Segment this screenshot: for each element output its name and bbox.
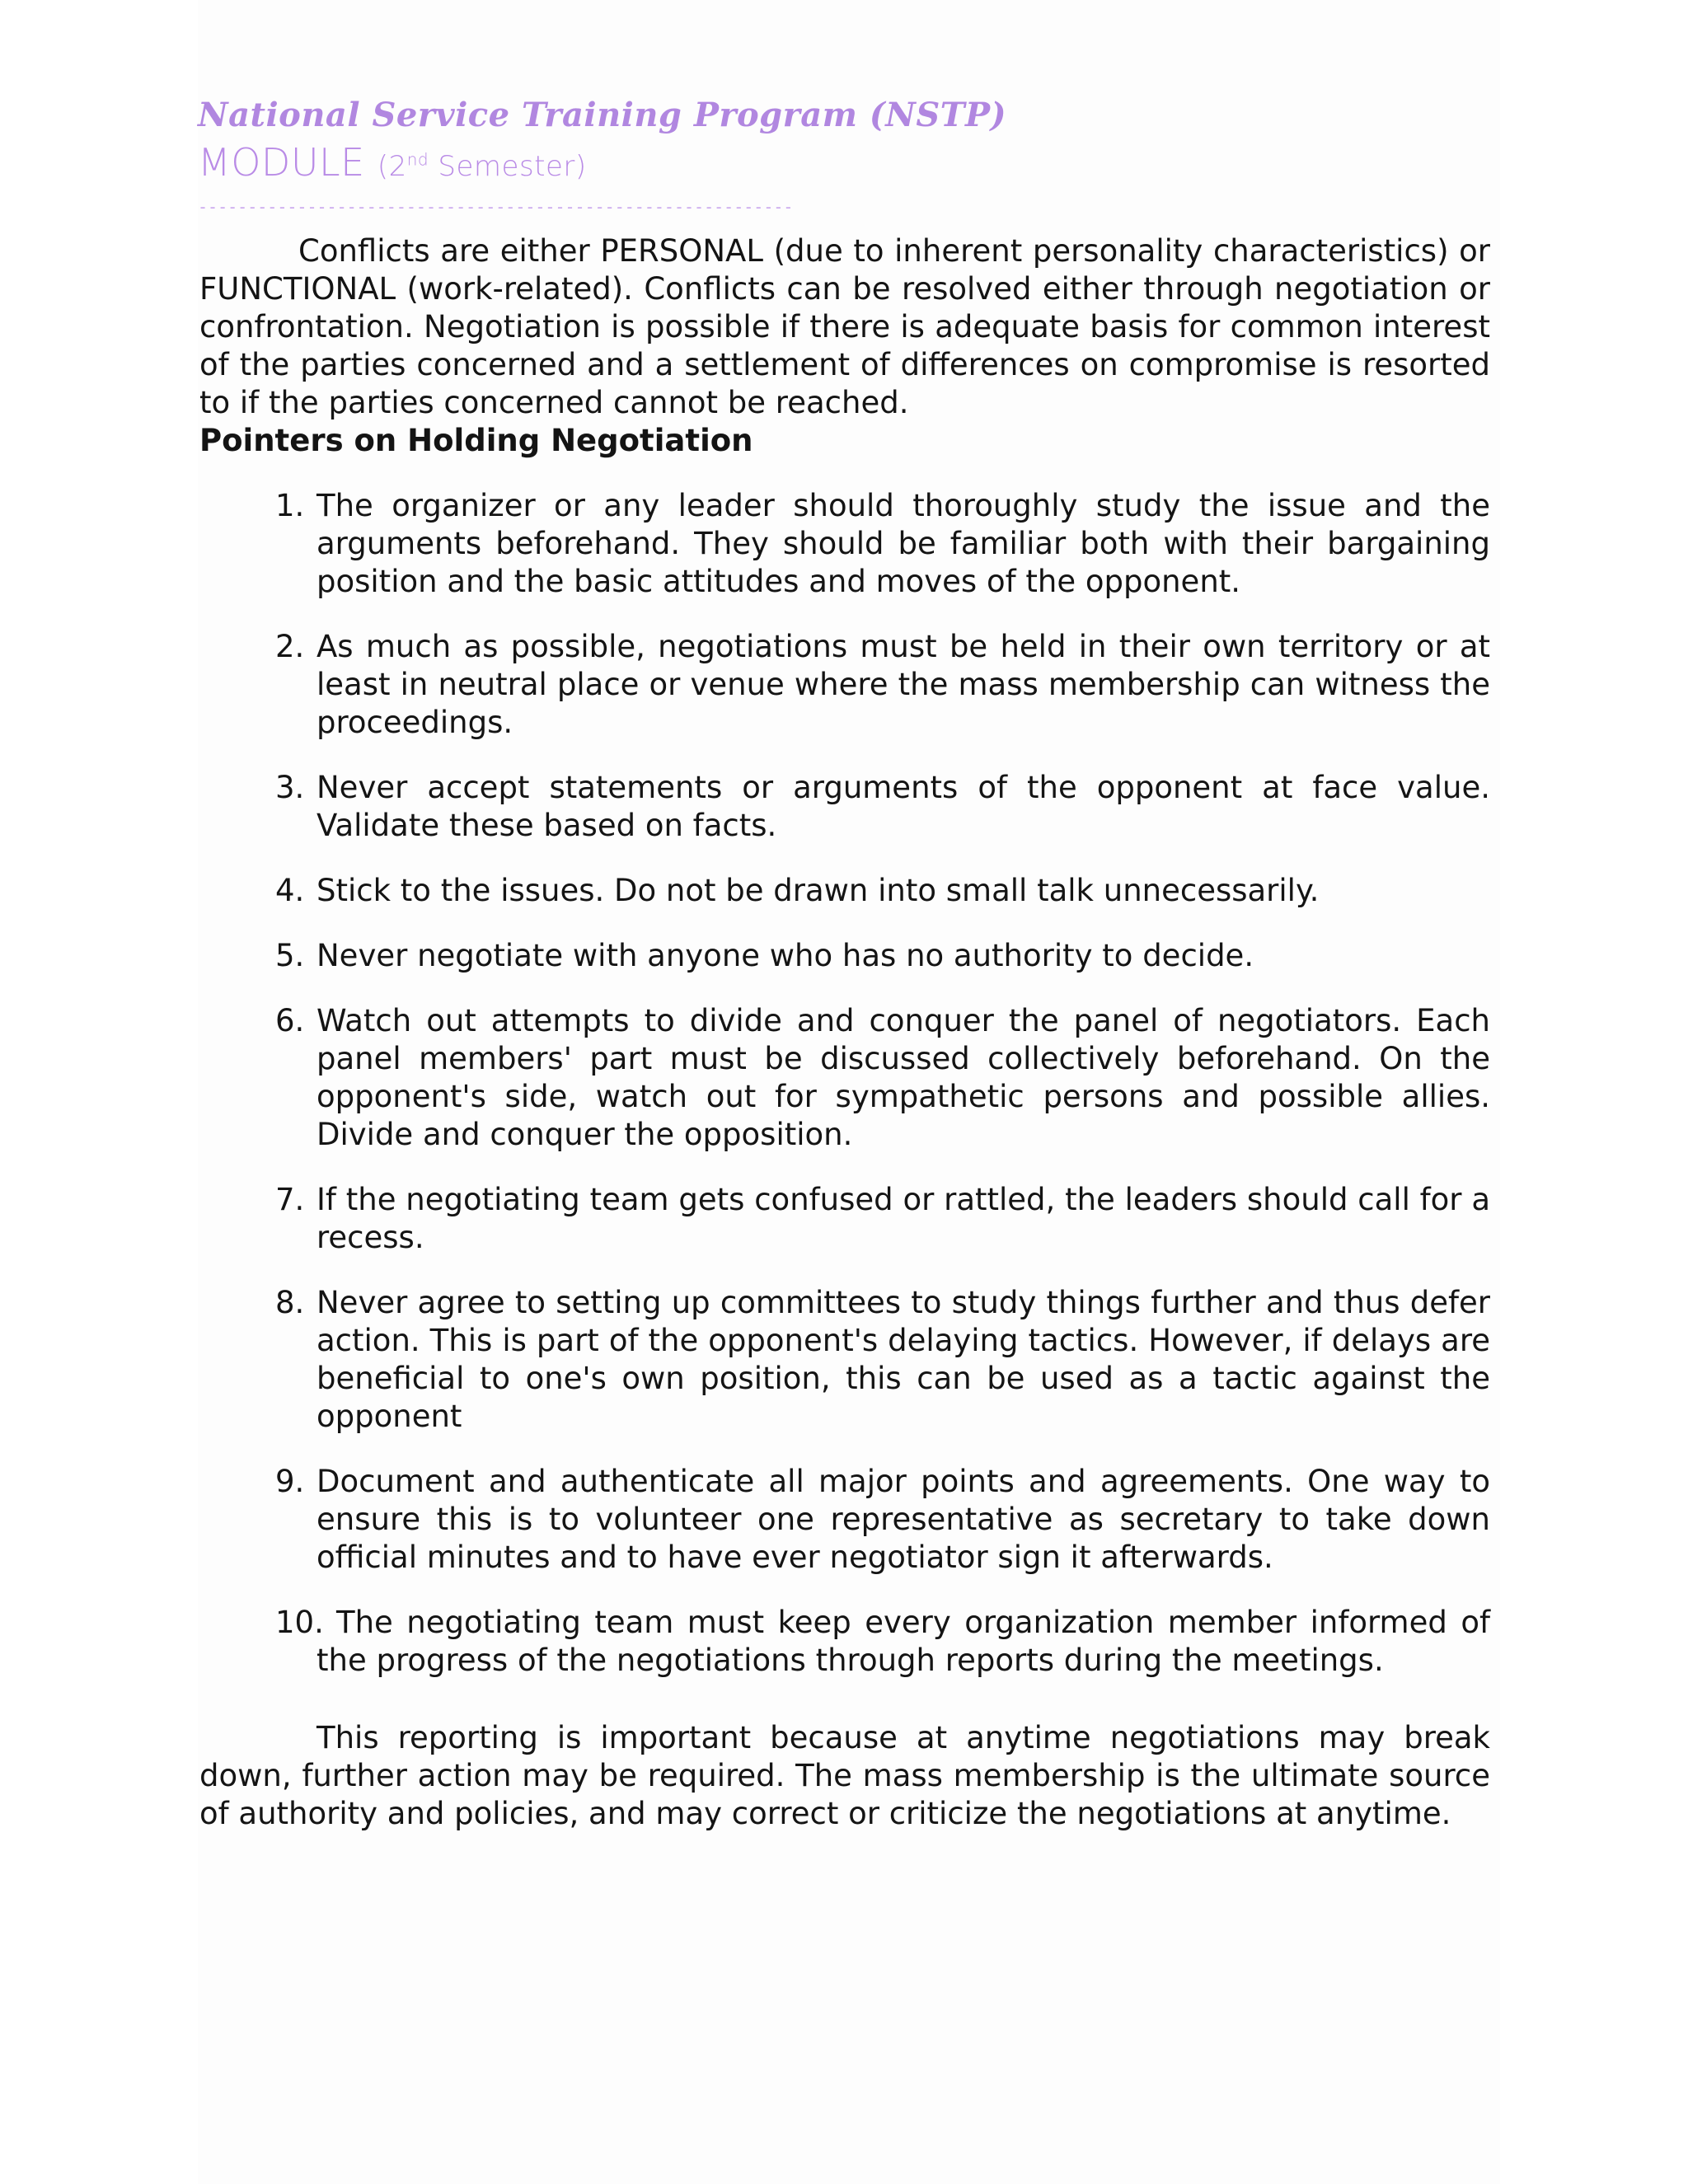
list-item-number: 2. [275,629,305,664]
header-title: National Service Training Program (NSTP) [198,96,1007,134]
list-item-number: 3. [275,770,305,805]
header-module-line [198,138,1022,190]
list-item [199,1604,1490,1680]
module-label: MODULE [198,140,365,185]
list-item-text: The negotiating team must keep every organization member informed of the progress of the negotiations through reports during the meetings. [316,1605,1490,1678]
document-header [198,92,1022,223]
list-item-number: 5. [275,938,305,973]
list-item-text: Never negotiate with anyone who has no authority to decide. [316,938,1254,973]
semester-close: Semester) [429,150,587,183]
list-item-text: Watch out attempts to divide and conquer the panel of negotiators. Each panel members' part must be discussed collectively beforehand. On the opponent's side, watch out for sympathetic persons and possible allies. Divide and conquer the opposition. [316,1003,1490,1152]
semester-open: (2 [377,150,407,183]
list-item [199,1002,1490,1154]
list-item-text: Never agree to setting up committees to study things further and thus defer action. This is part of the opponent's delaying tactics. However, if delays are beneficial to one's own position, this can be used as a tactic against the opponent [316,1285,1490,1434]
list-item [199,1181,1490,1257]
list-item [199,872,1490,910]
closing-paragraph: This reporting is important because at anytime negotiations may break down, further action may be required. The mass membership is the ultimate source of authority and policies, and may correct or criticize the negotiations at anytime. [199,1720,1490,1831]
list-item-text: Document and authenticate all major points and agreements. One way to ensure this is to volunteer one representative as secretary to take down official minutes and to have ever negotiator sign it afterwards. [316,1464,1490,1575]
list-item [199,1463,1490,1577]
intro-paragraph: Conflicts are either PERSONAL (due to inherent personality characteristics) or FUNCTIONAL (work-related). Conflicts can be resolved either through negotiation or confrontation. Negotiation is possible if there is adequate basis for common interest of the parties concerned and a settlement of differences on compromise is resorted to if the parties concerned cannot be reached. [199,233,1490,420]
list-item-text: The organizer or any leader should thoroughly study the issue and the arguments beforehand. They should be familiar both with their bargaining position and the basic attitudes and moves of the opponent. [316,488,1490,599]
list-item-text: Stick to the issues. Do not be drawn into small talk unnecessarily. [316,873,1320,908]
semester-label [377,150,587,183]
list-item-text: Never accept statements or arguments of the opponent at face value. Validate these based on facts. [316,770,1490,843]
list-item-number: 6. [275,1003,305,1038]
list-item [199,769,1490,845]
pointers-list [199,487,1490,1680]
list-item-number: 4. [275,873,305,908]
list-item-number: 10. [275,1605,324,1640]
list-item-number: 9. [275,1464,305,1499]
list-item-number: 1. [275,488,305,523]
list-item [199,628,1490,742]
document-body [199,232,1490,1833]
list-item-text: As much as possible, negotiations must be held in their own territory or at least in neutral place or venue where the mass membership can witness the proceedings. [316,629,1490,740]
semester-superscript: nd [406,149,429,170]
list-item-number: 7. [275,1182,305,1217]
list-item-text: If the negotiating team gets confused or rattled, the leaders should call for a recess. [316,1182,1490,1255]
list-item [199,1284,1490,1436]
header-divider: ------------------------------------------------------------ [198,197,794,217]
list-item [199,937,1490,975]
list-item-number: 8. [275,1285,305,1320]
list-item [199,487,1490,601]
section-heading: Pointers on Holding Negotiation [199,423,753,458]
